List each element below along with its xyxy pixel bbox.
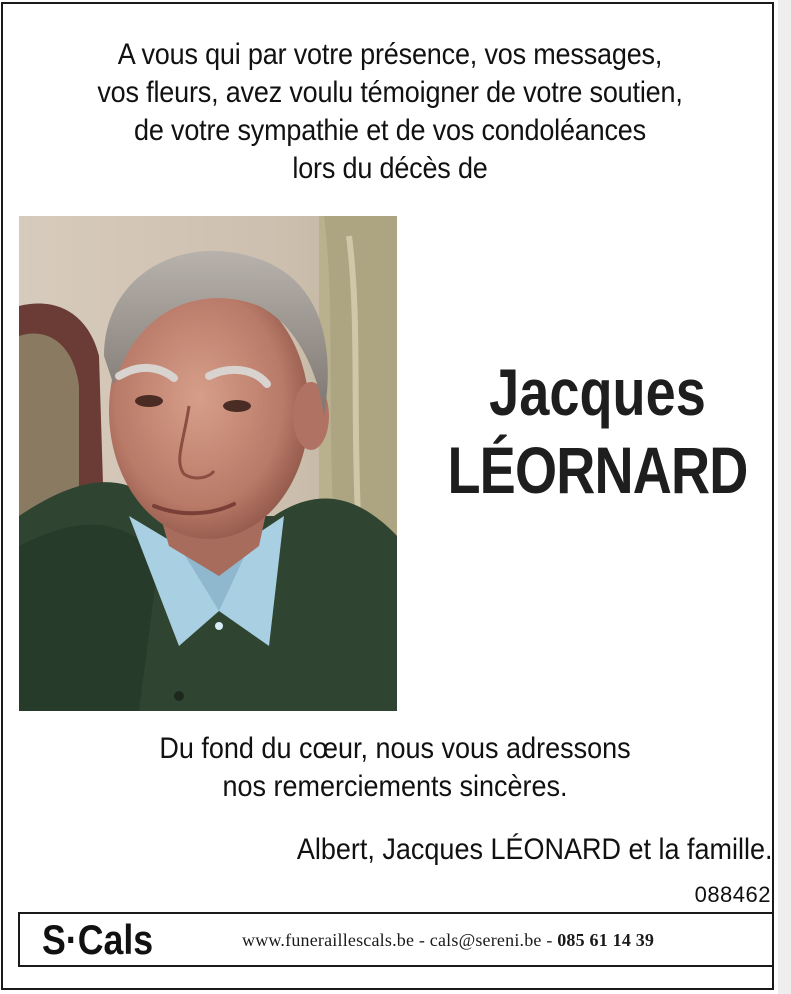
contact-line [242,929,654,951]
intro-line: vos fleurs, avez voulu témoigner de votre soutien, [97,76,683,109]
funeral-home-footer [18,912,774,967]
website-link[interactable]: www.funeraillescals.be [242,930,415,950]
email-link[interactable]: cals@sereni.be [429,930,542,950]
thanks-text [49,730,742,806]
last-name: LÉORNARD [447,433,748,507]
thanks-line: nos remerciements sincères. [222,770,568,803]
intro-line: de votre sympathie et de vos condoléances [134,114,646,147]
portrait-photo [19,216,397,711]
phone-number: 085 61 14 39 [557,930,655,950]
family-signature: Albert, Jacques LÉONARD et la famille. [297,833,773,866]
thanks-line: Du fond du cœur, nous vous adressons [159,732,631,765]
intro-line: A vous qui par votre présence, vos messages, [117,38,663,71]
page-edge [778,0,791,994]
separator: - [414,930,430,950]
separator: - [541,930,558,950]
first-name: Jacques [489,355,706,429]
funeral-home-logo: S·Cals [42,916,154,963]
intro-text [48,36,732,188]
intro-line: lors du décès de [292,152,488,185]
deceased-name [440,354,756,510]
reference-number: 088462 [694,882,771,907]
